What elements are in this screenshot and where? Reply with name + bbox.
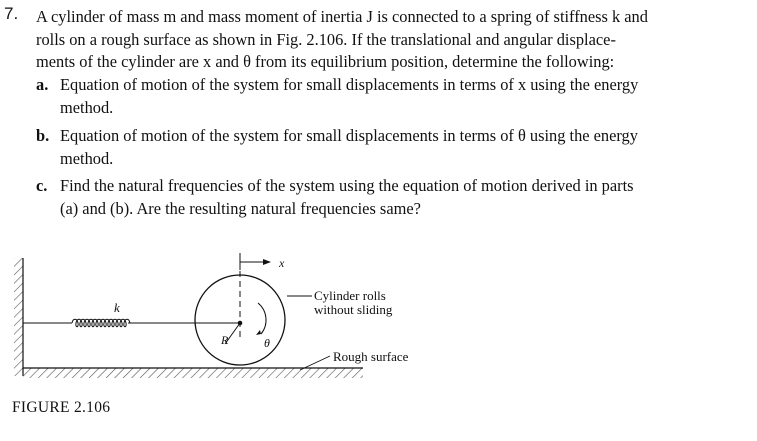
part-a-text-line-1: Equation of motion of the system for small displacements in terms of x using the energy — [60, 75, 639, 94]
x-arrowhead — [263, 259, 271, 265]
figure-caption: FIGURE 2.106 — [12, 399, 111, 416]
part-b-text-line-2: method. — [60, 148, 114, 168]
angle-label: θ — [264, 336, 270, 350]
cylinder — [195, 275, 285, 365]
spring — [23, 319, 240, 327]
statement-line-1: A cylinder of mass m and mass moment of inertia J is connected to a spring of stiffness k and — [36, 7, 648, 26]
angle-arrowhead — [256, 330, 261, 335]
part-b-label: b. — [36, 126, 50, 145]
part-b-text-line-1: Equation of motion of the system for small displacements in terms of θ using the energy — [60, 126, 638, 145]
problem-number: 7. — [4, 4, 19, 23]
surface-annotation: Rough surface — [333, 349, 409, 364]
part-c-text-line-2: (a) and (b). Are the resulting natural frequencies same? — [60, 198, 421, 218]
part-c-label: c. — [36, 176, 48, 195]
radius-label: R — [221, 333, 229, 347]
part-a-text-line-2: method. — [60, 97, 114, 117]
spring-label: k — [114, 300, 120, 315]
roll-annotation-line-1: Cylinder rolls — [314, 288, 386, 303]
figure-diagram — [0, 240, 757, 440]
part-a-label: a. — [36, 75, 49, 94]
part-c-text-line-1: Find the natural frequencies of the system using the equation of motion derived in parts — [60, 176, 634, 195]
statement-line-3: ments of the cylinder are x and θ from its equilibrium position, determine the following: — [36, 52, 615, 71]
problem-statement — [36, 6, 751, 74]
roll-annotation-line-2: without sliding — [314, 302, 393, 317]
x-label: x — [279, 256, 285, 270]
wall-hatch — [14, 258, 23, 376]
statement-line-2: rolls on a rough surface as shown in Fig. 2.106. If the translational and angular displace- — [36, 29, 616, 49]
ground-hatch — [23, 368, 363, 378]
angle-arc — [258, 303, 266, 334]
